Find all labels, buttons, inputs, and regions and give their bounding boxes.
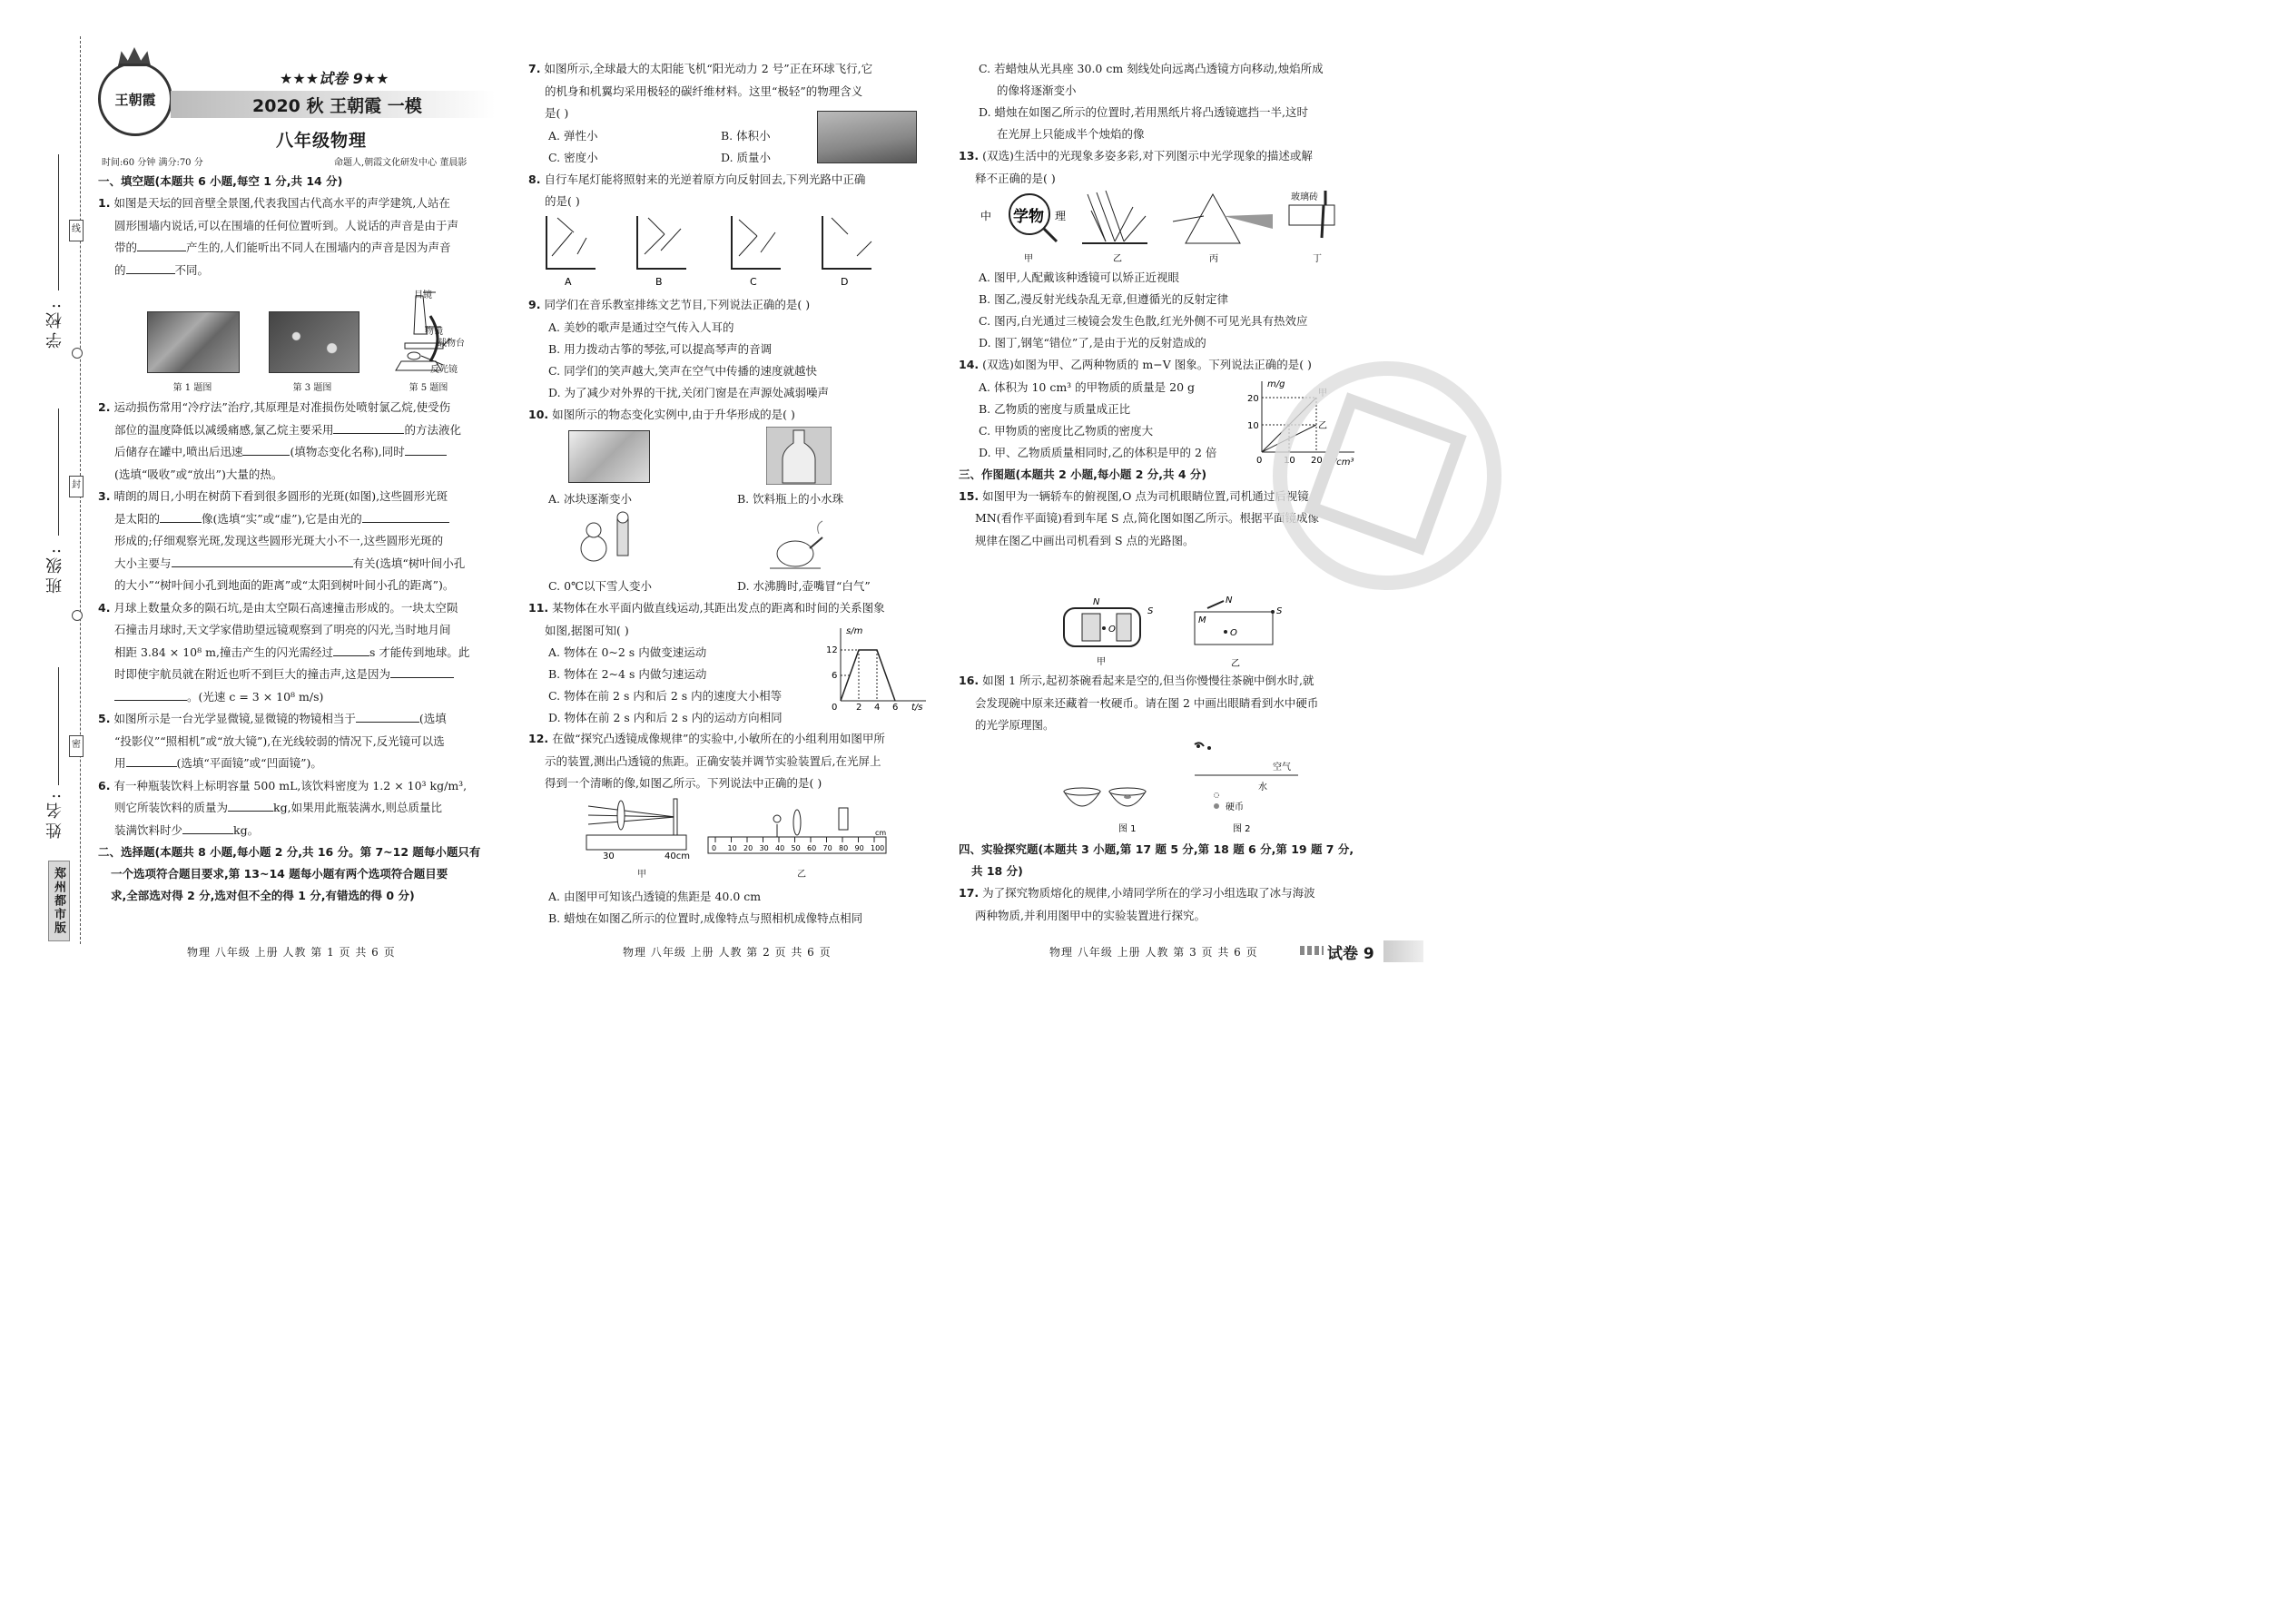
svg-text:0: 0 — [1256, 456, 1263, 466]
svg-text:丁: 丁 — [1313, 254, 1322, 264]
binding-mark-line: 线 — [69, 220, 84, 241]
q14-option-a[interactable]: A. 体积为 10 cm³ 的甲物质的质量是 20 g — [979, 379, 1196, 394]
svg-text:空气: 空气 — [1273, 763, 1291, 773]
answer-blank[interactable] — [333, 420, 404, 434]
corner-band — [1383, 940, 1423, 962]
lens-apparatus-yi — [706, 797, 891, 862]
section-2-heading: 二、选择题(本题共 8 小题,每小题 2 分,共 16 分。第 7~12 题每小题只有 一个选项符合题目要求,第 13~14 题每小题有两个选项符合题目要 求,全部选对得 2 分,选对但不全的得 1 分,有错选的得 0 分) — [98, 845, 481, 902]
fig-label-jia: 甲 — [637, 870, 646, 880]
ruler-tick-label: 40 — [775, 844, 785, 852]
svg-text:10: 10 — [1247, 421, 1259, 431]
q11-option-d[interactable]: D. 物体在前 2 s 内和后 2 s 内的运动方向相同 — [548, 711, 783, 724]
q12-option-d[interactable]: D. 蜡烛在如图乙所示的位置时,若用黑纸片将凸透镜遮挡一半,这时 在光屏上只能成半个烛焰的像 — [979, 105, 1308, 141]
svg-text:N: N — [1093, 597, 1100, 607]
question-7: 7. 如图所示,全球最大的太阳能飞机“阳光动力 2 号”正在环球飞行,它 的机身和机翼均采用极轻的碳纤维材料。这里“极轻”的物理含义 是( ) — [528, 62, 873, 120]
answer-blank[interactable] — [126, 261, 175, 274]
q9-option-d[interactable]: D. 为了减少对外界的干扰,关闭门窗是在声源处减弱噪声 — [548, 385, 829, 399]
lens-apparatus-jia — [585, 795, 708, 861]
q14-option-b[interactable]: B. 乙物质的密度与质量成正比 — [979, 401, 1131, 416]
svg-text:硬币: 硬币 — [1226, 802, 1244, 812]
question-15: 15. 如图甲为一辆轿车的俯视图,O 点为司机眼睛位置,司机通过后视镜 MN(看作平面镜)看到车尾 S 点,简化图如图乙所示。根据平面镜成像 规律在图乙中画出司机看到 S 点的光路图。 — [959, 488, 1319, 547]
echo-wall-photo — [147, 311, 240, 373]
question-17: 17. 为了探究物质熔化的规律,小靖同学所在的学习小组选取了冰与海波 两种物质,并利用图甲中的实验装置进行探究。 — [959, 886, 1315, 922]
question-12: 12. 在做“探究凸透镜成像规律”的实验中,小敏所在的小组利用如图甲所 示的装置,测出凸透镜的焦距。正确安装并调节实验装置后,在光屏上 得到一个清晰的像,如图乙所示。下列说法中正确的是( ) — [528, 732, 885, 790]
mic-label-objective: 物镜 — [425, 327, 443, 337]
q9-option-c[interactable]: C. 同学们的笑声越大,笑声在空气中传播的速度就越快 — [548, 363, 818, 378]
car-top-view — [1058, 595, 1167, 668]
binding-hole-1 — [72, 348, 83, 359]
q10-option-b[interactable]: B. 饮料瓶上的小水珠 — [737, 492, 844, 506]
class-field[interactable] — [58, 408, 59, 536]
svg-text:D: D — [841, 276, 849, 288]
optics-figures — [977, 189, 1358, 265]
svg-text:玻璃砖: 玻璃砖 — [1291, 192, 1318, 202]
answer-blank[interactable] — [333, 643, 369, 656]
school-label: 学校: — [45, 300, 64, 349]
subject-title: 八年级物理 — [276, 131, 368, 151]
school-field[interactable] — [58, 154, 59, 290]
logo-text: 王朝霞 — [114, 91, 156, 108]
crown-icon — [118, 47, 151, 66]
logo — [98, 62, 172, 136]
svg-text:10: 10 — [1284, 456, 1295, 466]
question-10: 10. 如图所示的物态变化实例中,由于升华形成的是( ) — [528, 407, 795, 421]
fig-caption-1: 第 1 题图 — [172, 383, 212, 393]
answer-blank[interactable] — [172, 554, 353, 567]
page-footer-2: 物理 八年级 上册 人教 第 2 页 共 6 页 — [623, 946, 832, 959]
svg-text:20: 20 — [1247, 394, 1259, 404]
svg-text:N: N — [1226, 595, 1233, 605]
page-footer-1: 物理 八年级 上册 人教 第 1 页 共 6 页 — [187, 946, 396, 959]
answer-blank[interactable] — [137, 238, 186, 251]
answer-blank[interactable] — [242, 442, 290, 456]
svg-text:6: 6 — [832, 671, 838, 681]
svg-text:乙: 乙 — [1231, 659, 1240, 669]
svg-text:O: O — [1230, 628, 1237, 638]
svg-text:乙: 乙 — [1318, 421, 1327, 431]
name-field[interactable] — [58, 667, 59, 785]
q7-option-c[interactable]: C. 密度小 — [548, 150, 598, 164]
tree-shade-photo — [269, 311, 359, 373]
answer-blank[interactable] — [126, 753, 177, 767]
answer-blank[interactable] — [356, 709, 419, 723]
q7-option-b[interactable]: B. 体积小 — [721, 128, 771, 143]
q14-option-d[interactable]: D. 甲、乙物质质量相同时,乙的体积是甲的 2 倍 — [979, 445, 1217, 459]
q7-option-d[interactable]: D. 质量小 — [721, 150, 772, 164]
answer-blank[interactable] — [160, 509, 202, 523]
question-3: 3. 晴朗的周日,小明在树荫下看到很多圆形的光斑(如图),这些圆形光斑 是太阳的 像(选填“实”或“虚”),它是由光的 形成的;仔细观察光斑,发现这些圆形光斑大小不一,这些圆形光斑的 大小主要与 有关(选填“树叶间小孔 的大小”“树叶间小孔到地面的距离”或“太阳到树叶间小孔的距离”)。 — [98, 489, 466, 592]
mic-label-stage: 载物台 — [438, 339, 465, 349]
bottle-photo — [766, 427, 832, 485]
fig-caption-5: 第 5 题图 — [409, 383, 448, 393]
q7-option-a[interactable]: A. 弹性小 — [548, 128, 598, 143]
question-9: 9. 同学们在音乐教室排练文艺节目,下列说法正确的是( ) — [528, 298, 811, 311]
section-1-heading: 一、填空题(本题共 6 小题,每空 1 分,共 14 分) — [98, 174, 343, 188]
exam-badge: ★★★试卷 9★★ — [280, 70, 389, 87]
answer-blank[interactable] — [228, 798, 273, 812]
svg-text:甲: 甲 — [1097, 657, 1106, 667]
svg-text:S: S — [1147, 606, 1154, 616]
kettle-figure — [764, 517, 828, 572]
section-3-heading: 三、作图题(本题共 2 小题,每小题 2 分,共 4 分) — [959, 467, 1207, 481]
svg-text:2: 2 — [856, 703, 862, 712]
svg-text:t/s: t/s — [911, 703, 923, 712]
answer-blank[interactable] — [114, 687, 187, 701]
ruler-tick-label: 0 — [712, 844, 717, 852]
st-graph — [826, 625, 933, 712]
q9-option-b[interactable]: B. 用力拨动古筝的琴弦,可以提高琴声的音调 — [548, 341, 773, 356]
q10-option-c[interactable]: C. 0℃以下雪人变小 — [548, 579, 653, 593]
ruler-tick-label: 10 — [727, 844, 737, 852]
svg-text:乙: 乙 — [1113, 254, 1122, 264]
question-16: 16. 如图 1 所示,起初茶碗看起来是空的,但当你慢慢往茶碗中倒水时,就 会发现碗中原来还藏着一枚硬币。请在图 2 中画出眼睛看到水中硬币 的光学原理图。 — [959, 674, 1319, 732]
ruler-tick-label: 100 — [871, 844, 885, 852]
binding-hole-2 — [72, 610, 83, 621]
binding-mark-secret: 密 — [69, 735, 84, 757]
svg-text:6: 6 — [892, 703, 899, 712]
svg-text:O: O — [1108, 625, 1116, 635]
mic-label-mirror: 反光镜 — [430, 365, 458, 375]
svg-text:20: 20 — [1311, 456, 1323, 466]
q9-option-a[interactable]: A. 美妙的歌声是通过空气传入人耳的 — [548, 320, 734, 334]
question-5: 5. 如图所示是一台光学显微镜,显微镜的物镜相当于 (选填 “投影仪”“照相机”或“放大镜”),在光线较弱的情况下,反光镜可以选 用 (选填“平面镜”或“凹面镜”)。 — [98, 708, 505, 775]
solar-plane-photo — [817, 111, 917, 163]
ruler-tick-label: 20 — [743, 844, 753, 852]
svg-text:m/g: m/g — [1267, 379, 1285, 389]
svg-text:丙: 丙 — [1209, 254, 1218, 264]
exam-badge-footer: 试卷 9 — [1327, 945, 1374, 963]
answer-blank[interactable] — [390, 664, 454, 678]
svg-text:40cm: 40cm — [665, 851, 690, 861]
ruler-tick-label: 70 — [822, 844, 832, 852]
q12-option-c[interactable]: C. 若蜡烛从光具座 30.0 cm 刻线处向远离凸透镜方向移动,烛焰所成 的像将逐渐变小 — [979, 62, 1324, 97]
svg-text:30: 30 — [603, 851, 615, 861]
svg-text:12: 12 — [826, 645, 838, 655]
q11-option-b[interactable]: B. 物体在 2~4 s 内做匀速运动 — [548, 667, 707, 681]
q11-option-c[interactable]: C. 物体在前 2 s 内和后 2 s 内的速度大小相等 — [548, 689, 783, 703]
question-1: 1. 如图是天坛的回音壁全景图,代表我国古代高水平的声学建筑,人站在 圆形围墙内说话,可以在围墙的任何位置听到。人说话的声音是由于声 带的 产生的,人们能听出不同人在围墙内的声音是因为声音 的 不同。 — [98, 196, 458, 277]
svg-text:S: S — [1276, 606, 1283, 616]
corner-decoration — [1300, 946, 1324, 955]
ruler-tick-label: 50 — [791, 844, 801, 852]
ruler-tick-label: 30 — [759, 844, 769, 852]
name-label: 姓名: — [45, 790, 64, 840]
q14-option-c[interactable]: C. 甲物质的密度比乙物质的密度大 — [979, 423, 1154, 438]
q10-option-a[interactable]: A. 冰块逐渐变小 — [548, 492, 632, 506]
page-footer-3: 物理 八年级 上册 人教 第 3 页 共 6 页 — [1049, 946, 1258, 959]
ruler-tick-label: 90 — [854, 844, 864, 852]
mic-label-eyepiece: 目镜 — [414, 290, 432, 300]
edition-label: 郑州都市版 — [48, 861, 70, 941]
exam-title: 2020 秋 王朝霞 一模 — [252, 96, 422, 116]
exam-info-right: 命题人,朝霞文化研发中心 董晨影 — [334, 158, 468, 168]
q11-option-a[interactable]: A. 物体在 0~2 s 内做变速运动 — [548, 645, 707, 659]
ruler-unit: cm — [875, 829, 887, 837]
question-8: 8. 自行车尾灯能将照射来的光逆着原方向反射回去,下列光路中正确 的是( ) — [528, 172, 866, 208]
question-4: 4. 月球上数量众多的陨石坑,是由太空陨石高速撞击形成的。一块太空陨 石撞击月球时,天文学家借助望远镜观察到了明亮的闪光,当时地月间 相距 3.84 × 10⁸ m,撞击产生的闪光需经过 s 才能传到地球。此 时即使宇航员就在附近也听不到巨大的撞击声,这是因为 。(光速 c = 3 × 10⁸ m/s) — [98, 600, 470, 704]
question-13: 13. (双选)生活中的光现象多姿多彩,对下列图示中光学现象的描述或解 释不正确的是( ) — [959, 149, 1313, 185]
svg-text:C: C — [750, 276, 757, 288]
q13-option-d[interactable]: D. 图丁,钢笔“错位”了,是由于光的反射造成的 — [979, 336, 1206, 349]
question-14: 14. (双选)如图为甲、乙两种物质的 m−V 图象。下列说法正确的是( ) — [959, 358, 1312, 371]
answer-blank[interactable] — [182, 821, 233, 834]
q12-option-a[interactable]: A. 由图甲可知该凸透镜的焦距是 40.0 cm — [548, 890, 762, 903]
svg-text:甲: 甲 — [1318, 389, 1327, 399]
class-label: 班级: — [45, 545, 64, 595]
svg-text:图 1: 图 1 — [1118, 824, 1137, 834]
svg-text:图 2: 图 2 — [1233, 824, 1251, 834]
ruler-tick-label: 60 — [807, 844, 817, 852]
q13-option-a[interactable]: A. 图甲,人配戴该种透镜可以矫正近视眼 — [979, 271, 1179, 284]
q13-option-b[interactable]: B. 图乙,漫反射光线杂乱无章,但遵循光的反射定律 — [979, 292, 1229, 306]
ruler-tick-label: 80 — [839, 844, 849, 852]
binding-mark-seal: 封 — [69, 476, 84, 497]
mirror-schematic — [1191, 594, 1291, 670]
reflector-diagrams — [541, 214, 904, 290]
svg-text:学物: 学物 — [1013, 208, 1044, 226]
svg-text:甲: 甲 — [1024, 254, 1033, 264]
fig-label-yi: 乙 — [797, 870, 806, 880]
snowman-figure — [574, 510, 646, 568]
answer-blank[interactable] — [405, 442, 447, 456]
q12-option-b[interactable]: B. 蜡烛在如图乙所示的位置时,成像特点与照相机成像特点相同 — [548, 911, 863, 925]
svg-text:s/m: s/m — [846, 626, 863, 636]
q10-option-d[interactable]: D. 水沸腾时,壶嘴冒“白气” — [737, 579, 871, 593]
exam-info-left: 时间:60 分钟 满分:70 分 — [102, 158, 203, 168]
bowl-figures — [1058, 737, 1322, 837]
ice-cubes-photo — [568, 430, 650, 483]
svg-text:中: 中 — [980, 210, 992, 222]
question-11: 11. 某物体在水平面内做直线运动,其距出发点的距离和时间的关系图象 如图,据图可知( ) — [528, 601, 885, 637]
option-label-a: A — [565, 276, 572, 288]
svg-text:0: 0 — [832, 703, 838, 712]
question-2: 2. 运动损伤常用“冷疗法”治疗,其原理是对准损伤处喷射氯乙烷,使受伤 部位的温度降低以减缓痛感,氯乙烷主要采用 的方法液化 后储存在罐中,喷出后迅速 (填物态变化名称),同时 (选填“吸收”或“放出”)大量的热。 — [98, 400, 461, 481]
svg-text:B: B — [655, 276, 663, 288]
svg-text:4: 4 — [874, 703, 881, 712]
svg-text:水: 水 — [1258, 782, 1267, 792]
fig-caption-3: 第 3 题图 — [292, 383, 332, 393]
svg-text:理: 理 — [1055, 210, 1067, 222]
q13-option-c[interactable]: C. 图丙,白光通过三棱镜会发生色散,红光外侧不可见光具有热效应 — [979, 314, 1308, 328]
section-4-heading: 四、实验探究题(本题共 3 小题,第 17 题 5 分,第 18 题 6 分,第 19 题 7 分, 共 18 分) — [959, 842, 1354, 878]
answer-blank[interactable] — [362, 509, 449, 523]
svg-text:V/cm³: V/cm³ — [1327, 458, 1354, 468]
question-6: 6. 有一种瓶装饮料上标明容量 500 mL,该饮料密度为 1.2 × 10³ kg/m³, 则它所装饮料的质量为 kg,如果用此瓶装满水,则总质量比 装满饮料时少 kg。 — [98, 778, 468, 837]
svg-text:M: M — [1198, 615, 1206, 625]
